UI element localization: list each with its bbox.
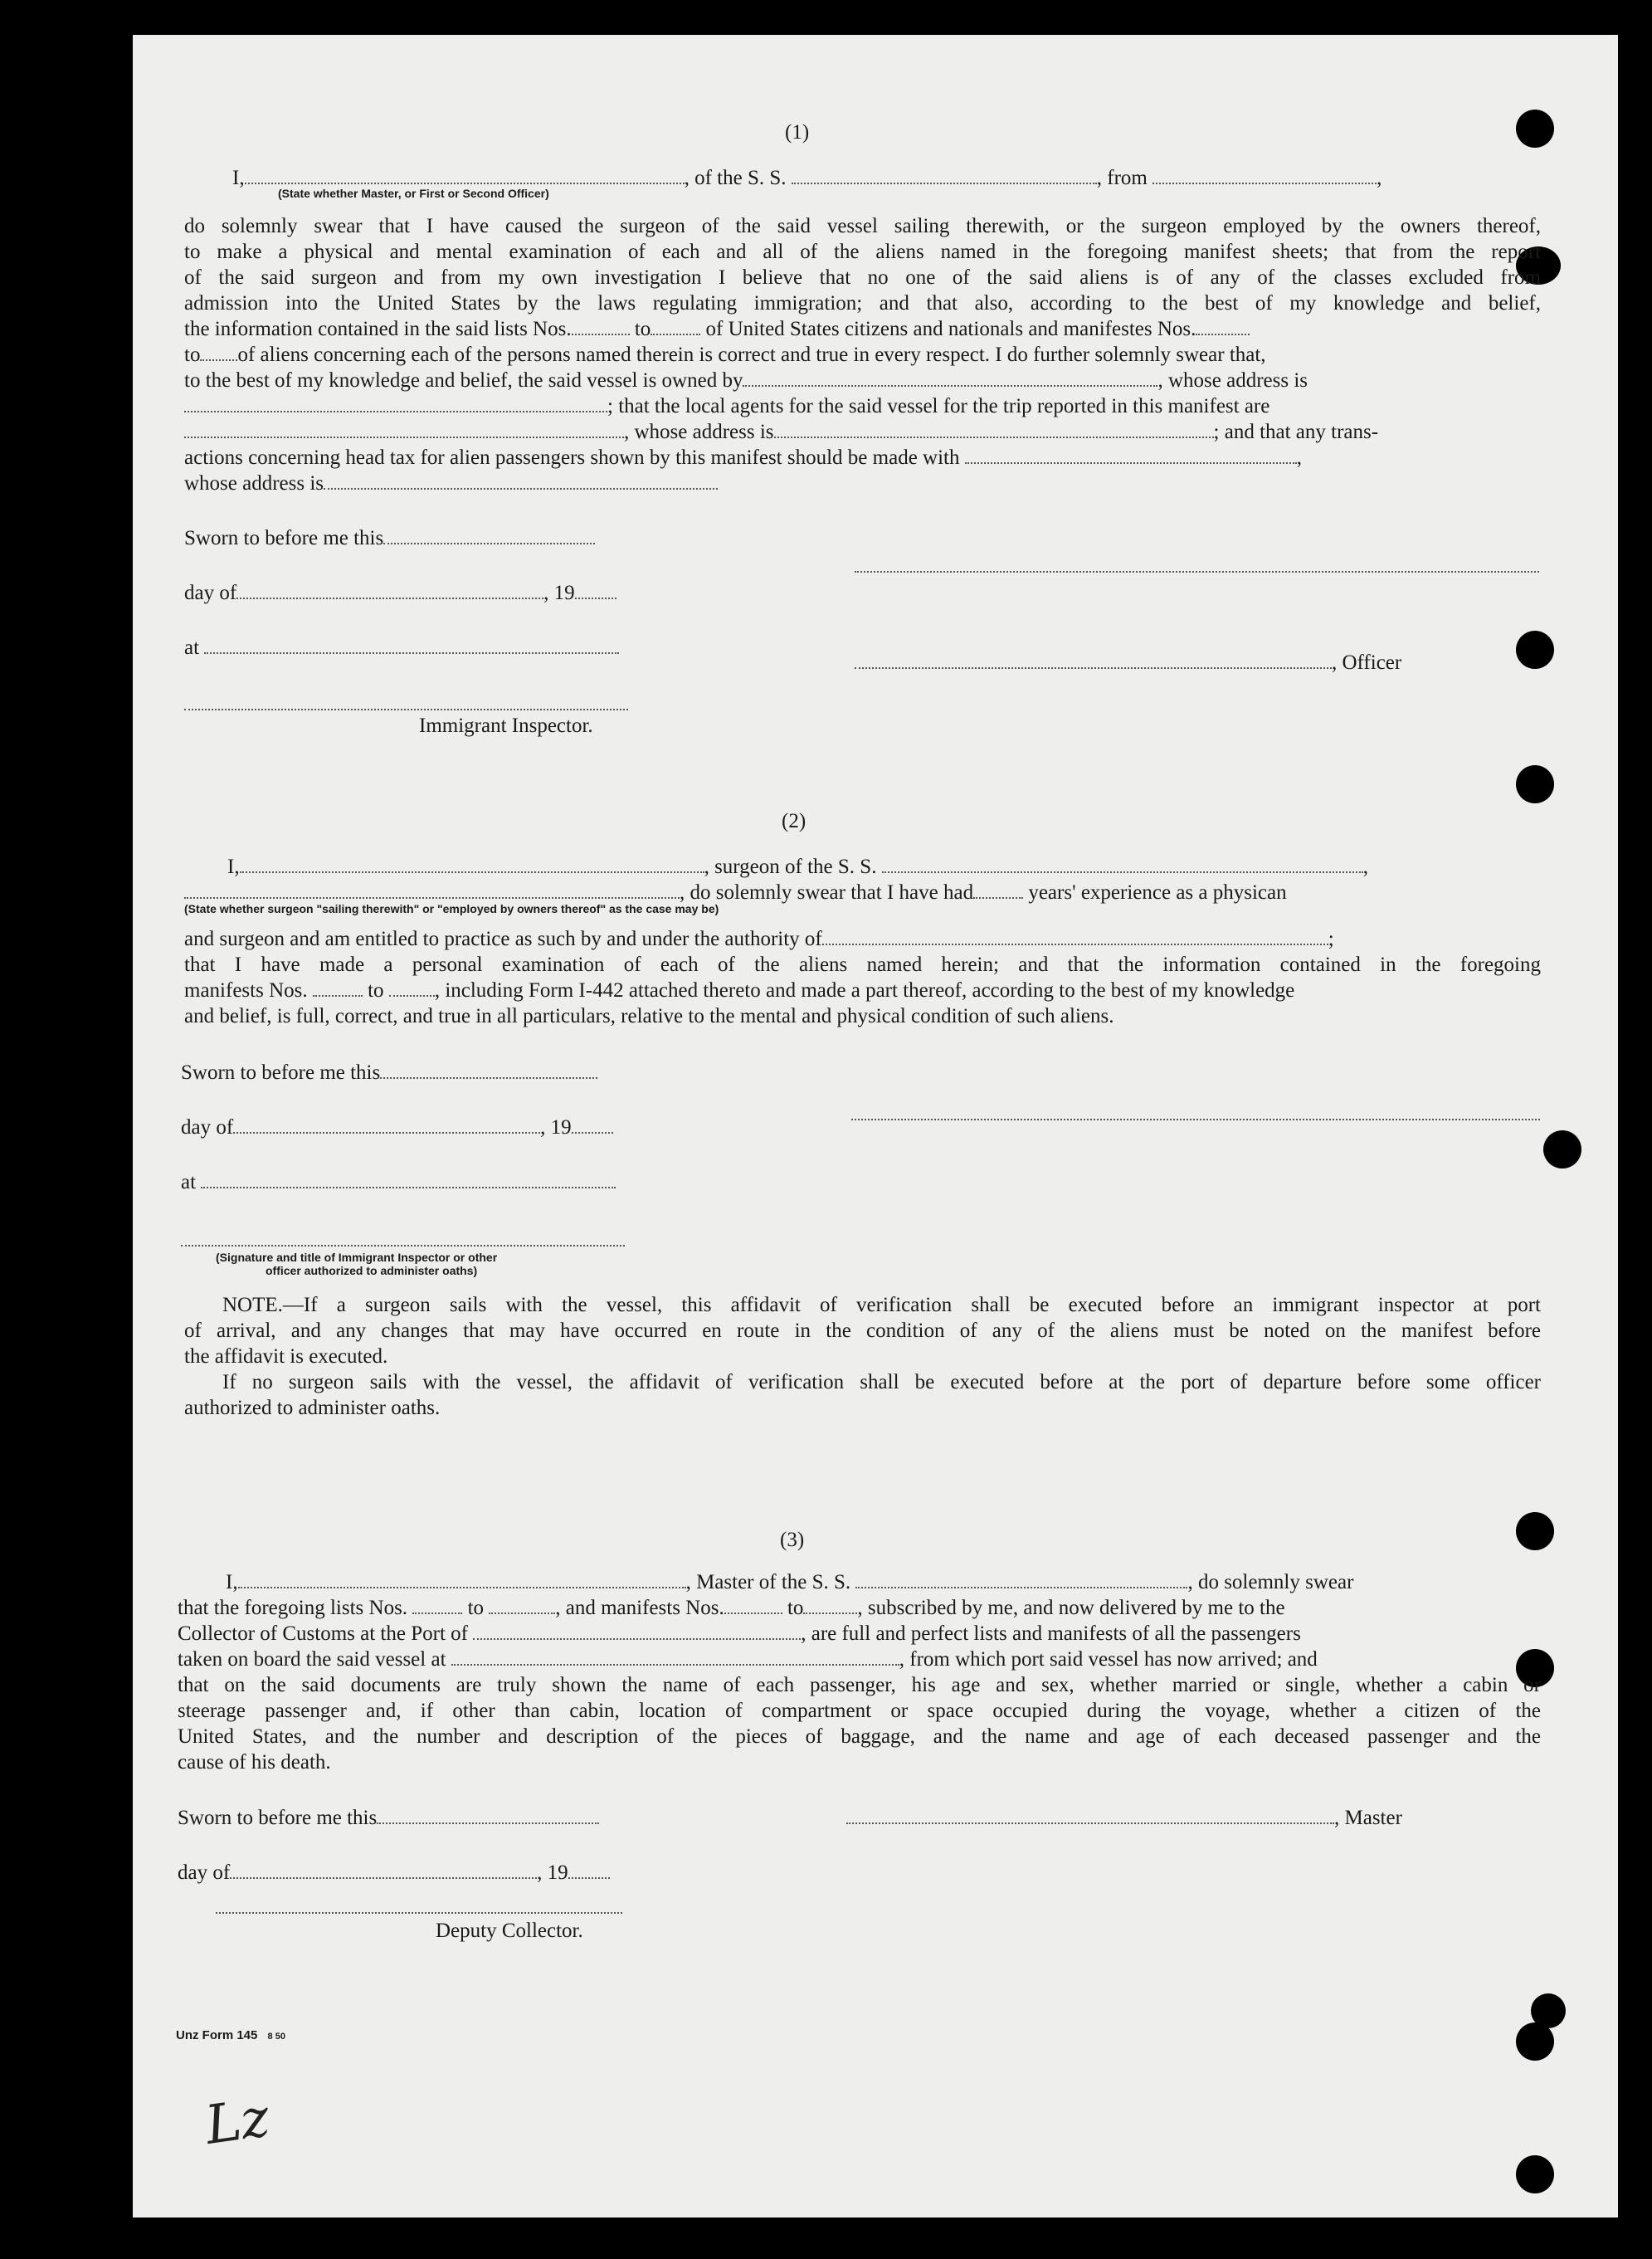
- oath-i: I,: [226, 1571, 238, 1593]
- master-name-field[interactable]: [238, 1587, 686, 1588]
- sworn-date-field[interactable]: [383, 543, 595, 544]
- agent-address-field[interactable]: [774, 437, 1214, 438]
- section1-agents-line: [184, 396, 1269, 417]
- whose-address-label: , whose address is: [1157, 369, 1308, 392]
- section2-manifests-line: [184, 980, 1294, 1001]
- section2-day: [181, 1117, 613, 1138]
- officer-name-field[interactable]: [855, 667, 1332, 669]
- inspector-label: Immigrant Inspector.: [419, 715, 593, 737]
- section2-at: [181, 1172, 616, 1193]
- section1-day: [184, 583, 616, 603]
- aliens-concerning-label: of aliens concerning each of the persons named therein is correct and true in every respect. I do further solemnly swear that,: [237, 344, 1266, 366]
- inspector-signature-line[interactable]: [184, 709, 628, 710]
- punch-hole: [1516, 765, 1554, 803]
- section3-line-1: steerage passenger and, if other than cabin, location of compartment or space occupied during the voyage, whether a citizen of the: [178, 1700, 1541, 1722]
- section2-exam-line: that I have made a personal examination of each of the aliens named herein; and that the information contained in the foregoing: [184, 954, 1541, 976]
- do-solemnly-label: , do solemnly swear: [1187, 1571, 1354, 1593]
- section2-heading: (2): [782, 810, 807, 832]
- to-label: to: [184, 344, 201, 366]
- section3-sworn: [178, 1808, 599, 1828]
- no-surgeon-line-1: authorized to administer oaths.: [184, 1397, 441, 1419]
- section3-taken-line: [178, 1649, 1318, 1670]
- surgeon-name-field[interactable]: [240, 871, 704, 873]
- surgeon-signature-line[interactable]: [851, 1119, 1540, 1120]
- master-note: (State whether Master, or First or Second Officer): [278, 187, 549, 200]
- day-month-field[interactable]: [233, 1132, 540, 1134]
- officer-signature-line[interactable]: [855, 571, 1539, 573]
- year-label: , 19: [537, 1861, 568, 1884]
- section1-actions-line: actions concerning head tax for alien passengers shown by this manifest should be made with ,: [184, 446, 1302, 469]
- authority-label: and surgeon and am entitled to practice as such by and under the authority of: [184, 928, 822, 950]
- are-full-label: , are full and perfect lists and manifests of all the passengers: [801, 1622, 1301, 1645]
- day-of-label: day of: [178, 1861, 231, 1884]
- sworn-label: Sworn to before me this: [184, 527, 384, 549]
- punch-hole: [1516, 110, 1554, 148]
- to-label: to: [787, 1597, 804, 1619]
- note-line-1: of arrival, and any changes that may have occurred en route in the condition of any of the aliens must be noted on the manifest before: [184, 1320, 1541, 1342]
- deputy-label: Deputy Collector.: [436, 1920, 583, 1942]
- day-month-field[interactable]: [230, 1877, 537, 1879]
- officer-label: , Officer: [1332, 651, 1402, 674]
- section1-agent-address-line: [184, 422, 1378, 442]
- including-label: , including Form I-442 attached thereto and made a part thereof, according to the best of my knowledge: [434, 979, 1295, 1002]
- manifest-to-field[interactable]: [803, 1613, 857, 1614]
- handwritten-mark: Lz: [202, 2087, 273, 2157]
- year-field[interactable]: [568, 1877, 610, 1879]
- at-label: at: [181, 1171, 197, 1193]
- punch-hole: [1516, 631, 1554, 669]
- info-lists-label: the information contained in the said lists Nos.: [184, 318, 572, 340]
- section3-collector-line: [178, 1623, 1301, 1644]
- section3-master: [846, 1808, 1402, 1828]
- to-label: to: [634, 318, 651, 340]
- do-solemnly-label: , do solemnly swear that I have had: [680, 881, 974, 904]
- form-page: [133, 35, 1618, 2218]
- from-label: , from: [1096, 167, 1148, 189]
- signature-note-2: officer authorized to administer oaths): [266, 1264, 478, 1277]
- actions-label: actions concerning head tax for alien passengers shown by this manifest should be made with: [184, 446, 960, 469]
- manifest-no-to-field[interactable]: [200, 359, 237, 361]
- section3-heading: (3): [780, 1529, 805, 1551]
- section2-sworn: [181, 1062, 597, 1083]
- surgeon-status-field[interactable]: [184, 897, 680, 899]
- day-month-field[interactable]: [236, 598, 543, 599]
- to-label: to: [467, 1597, 485, 1619]
- manifest-from-field[interactable]: [724, 1613, 782, 1614]
- section1-aliens-line: [184, 344, 1266, 365]
- section2-oath-line: I, , surgeon of the S. S. ,: [227, 856, 1368, 878]
- list-no-to-field[interactable]: [651, 334, 700, 335]
- section1-line-1: to make a physical and mental examination of each and all of the aliens named in the foregoing manifest sheets; that from the report: [184, 241, 1541, 263]
- to-label: to: [368, 979, 384, 1002]
- form-date-text: 8 50: [267, 2032, 285, 2042]
- day-of-label: day of: [181, 1116, 234, 1139]
- section1-info-line: [184, 319, 1250, 339]
- place-field[interactable]: [204, 652, 619, 654]
- section1-line-3: admission into the United States by the laws regulating immigration; and that also, according to the best of my knowledge and belief,: [184, 292, 1541, 315]
- head-tax-address-field[interactable]: [324, 488, 718, 490]
- section1-oath-line: I, , of the S. S. , from ,: [232, 167, 1382, 189]
- of-ss-label: , of the S. S.: [684, 167, 787, 189]
- day-of-label: day of: [184, 582, 237, 604]
- section3-lists-line: [178, 1598, 1285, 1618]
- years-label: years' experience as a physican: [1028, 881, 1287, 904]
- transactions-label: ; and that any trans-: [1213, 421, 1379, 443]
- officer-rank-field[interactable]: [245, 183, 685, 184]
- year-label: , 19: [543, 582, 575, 604]
- list-from-field[interactable]: [412, 1613, 462, 1614]
- section3-oath-line: [226, 1572, 1353, 1593]
- sworn-label: Sworn to before me this: [178, 1807, 378, 1829]
- form-number-text: Unz Form 145: [176, 2028, 258, 2042]
- section2-authority-line: and surgeon and am entitled to practice as such by and under the authority of ;: [184, 928, 1334, 950]
- list-to-field[interactable]: [489, 1613, 555, 1614]
- owner-field[interactable]: [743, 385, 1157, 387]
- manifest-from-field[interactable]: [313, 995, 363, 997]
- from-port-field[interactable]: [1153, 183, 1377, 184]
- years-field[interactable]: [973, 897, 1023, 899]
- whose-address-label: , whose address is: [624, 421, 774, 443]
- note-line-2: the affidavit is executed.: [184, 1345, 388, 1368]
- section1-line-2: of the said surgeon and from my own investigation I believe that no one of the said aliens is of any of the classes excluded from: [184, 266, 1541, 289]
- manifest-no-field[interactable]: [1196, 334, 1250, 335]
- and-manifests-label: , and manifests Nos.: [555, 1597, 724, 1619]
- punch-hole: [1543, 1130, 1581, 1169]
- section1-owned-line: [184, 370, 1308, 391]
- sworn-date-field[interactable]: [380, 1077, 597, 1079]
- port-field[interactable]: [473, 1638, 801, 1640]
- head-tax-contact-field[interactable]: [965, 462, 1297, 464]
- local-agents-field[interactable]: [184, 437, 624, 438]
- section1-heading: (1): [785, 121, 810, 144]
- section2-experience-line: [184, 882, 1287, 903]
- signature-note-1: (Signature and title of Immigrant Inspector or other: [216, 1251, 498, 1264]
- no-surgeon-line-0: If no surgeon sails with the vessel, the affidavit of verification shall be executed before at the port of departure before some officer: [222, 1371, 1541, 1393]
- at-label: at: [184, 637, 200, 659]
- form-number: [176, 2028, 285, 2042]
- section3-line-2: United States, and the number and description of the pieces of baggage, and the name and age of each deceased passenger and the: [178, 1725, 1541, 1748]
- master-of-ss-label: , Master of the S. S.: [685, 1571, 851, 1593]
- year-field[interactable]: [575, 598, 616, 599]
- ship-name-field[interactable]: [882, 871, 1363, 873]
- section1-officer: [855, 652, 1401, 673]
- citizens-label: of United States citizens and nationals and manifestes Nos.: [705, 318, 1196, 340]
- section1-sworn: [184, 528, 595, 549]
- punch-hole: [1516, 2022, 1554, 2061]
- ship-name-field[interactable]: [855, 1587, 1187, 1588]
- list-no-from-field[interactable]: [572, 334, 630, 335]
- year-field[interactable]: [572, 1132, 613, 1134]
- sworn-date-field[interactable]: [377, 1822, 599, 1824]
- deputy-signature-line[interactable]: [216, 1912, 622, 1914]
- punch-hole: [1516, 2155, 1554, 2193]
- taken-on-board-label: taken on board the said vessel at: [178, 1648, 446, 1671]
- foregoing-lists-label: that the foregoing lists Nos.: [178, 1597, 408, 1619]
- section3-day: [178, 1862, 610, 1883]
- authority-field[interactable]: [822, 944, 1328, 945]
- oath-i: I,: [232, 167, 245, 189]
- owner-address-field[interactable]: [184, 411, 607, 412]
- oath-i: I,: [227, 856, 240, 878]
- section1-at: [184, 637, 619, 658]
- surgeon-of-ss-label: , surgeon of the S. S.: [704, 856, 877, 878]
- subscribed-label: , subscribed by me, and now delivered by me to the: [857, 1597, 1285, 1619]
- note-line-0: NOTE.—If a surgeon sails with the vessel, this affidavit of verification shall be executed before an immigrant inspector at port: [222, 1294, 1541, 1316]
- owned-by-label: to the best of my knowledge and belief, the said vessel is owned by: [184, 369, 743, 392]
- collector-label: Collector of Customs at the Port of: [178, 1622, 468, 1645]
- section1-line-0: do solemnly swear that I have caused the surgeon of the said vessel sailing therewith, or the surgeon employed by the owners thereof,: [184, 215, 1541, 237]
- manifest-to-field[interactable]: [389, 995, 435, 997]
- year-label: , 19: [540, 1116, 572, 1139]
- surgeon-note: (State whether surgeon "sailing therewith" or "employed by owners thereof" as the case may be): [184, 902, 719, 915]
- inspector-signature-line[interactable]: [181, 1245, 625, 1247]
- punch-hole: [1516, 1512, 1554, 1550]
- departure-port-field[interactable]: [451, 1664, 899, 1666]
- manifests-nos-label: manifests Nos.: [184, 979, 308, 1002]
- whose-address-label: whose address is: [184, 472, 324, 495]
- section3-line-3: cause of his death.: [178, 1751, 331, 1774]
- place-field[interactable]: [201, 1187, 616, 1188]
- section1-address-end-line: [184, 473, 718, 494]
- ship-name-field[interactable]: [792, 183, 1097, 184]
- master-label: , Master: [1334, 1807, 1402, 1829]
- from-which-label: , from which port said vessel has now arrived; and: [899, 1648, 1318, 1671]
- local-agents-label: ; that the local agents for the said vessel for the trip reported in this manifest are: [607, 395, 1270, 417]
- sworn-label: Sworn to before me this: [181, 1061, 381, 1084]
- master-signature-field[interactable]: [846, 1822, 1334, 1824]
- section2-belief-line: and belief, is full, correct, and true in all particulars, relative to the mental and physical condition of such aliens.: [184, 1005, 1114, 1027]
- section3-line-0: that on the said documents are truly shown the name of each passenger, his age and sex, whether married or single, whether a cabin or: [178, 1674, 1541, 1696]
